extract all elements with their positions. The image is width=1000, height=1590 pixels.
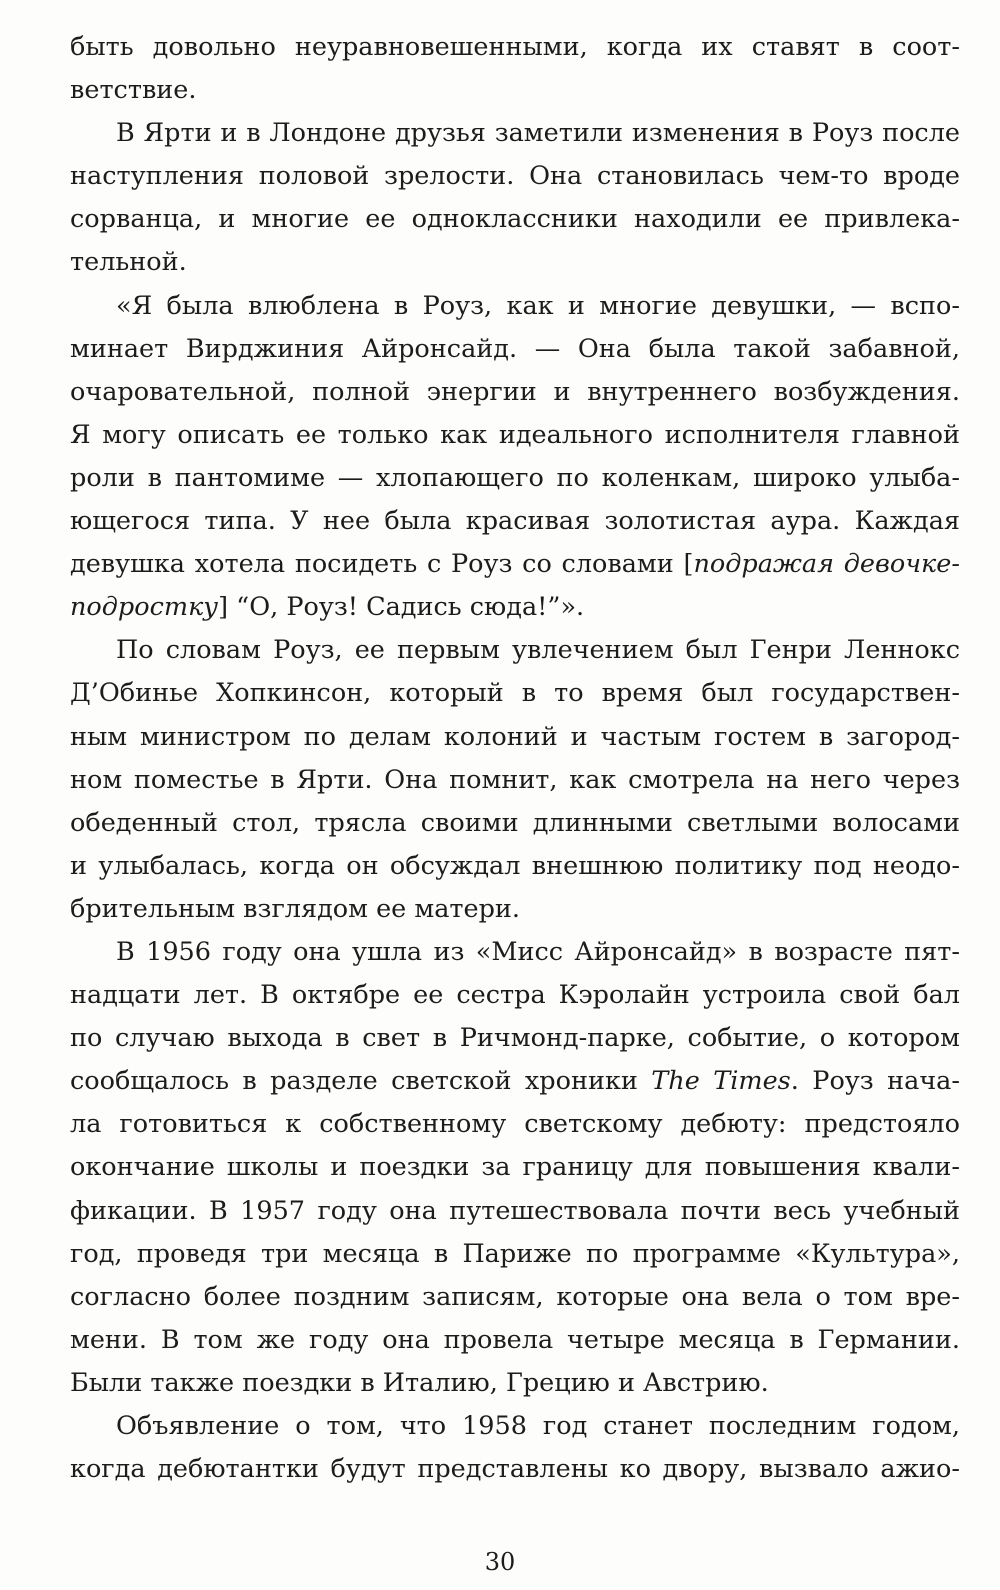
text-line: Были также поездки в Италию, Грецию и Австрию. — [70, 1367, 769, 1398]
text-line: ветствие. — [70, 75, 197, 106]
text-line: и улыбалась, когда он обсуждал внешнюю политику под неодо- — [70, 850, 960, 881]
text-line: тельной. — [70, 247, 187, 278]
text-line: девушка хотела посидеть с Роуз со словами [подражая девочке- — [70, 549, 960, 580]
text-line: В 1956 году она ушла из «Мисс Айронсайд» в возрасте пят- — [116, 936, 960, 967]
text-line: обеденный стол, трясла своими длинными светлыми волосами — [70, 807, 960, 838]
body-text — [70, 26, 960, 1491]
italic-text: подростку — [70, 592, 219, 623]
text-line: по случаю выхода в свет в Ричмонд-парке, событие, о котором — [70, 1023, 960, 1054]
text-line: ла готовиться к собственному светскому дебюту: предстояло — [70, 1109, 960, 1140]
text-line: роли в пантомиме — хлопающего по коленкам, широко улыба- — [70, 462, 960, 493]
text-line: мени. В том же году она провела четыре месяца в Германии. — [70, 1324, 960, 1355]
text-line: Объявление о том, что 1958 год станет последним годом, — [116, 1411, 960, 1441]
text-line: Я могу описать ее только как идеального исполнителя главной — [70, 419, 960, 450]
text-line: фикации. В 1957 году она путешествовала почти весь учебный — [70, 1195, 960, 1226]
text-line: год, проведя три месяца в Париже по программе «Культура», — [70, 1238, 960, 1269]
text-line: окончание школы и поездки за границу для повышения квали- — [70, 1152, 960, 1183]
text-line: минает Вирджиния Айронсайд. — Она была такой забавной, — [70, 333, 960, 364]
text-line: По словам Роуз, ее первым увлечением был Генри Леннокс — [116, 635, 960, 666]
italic-text: The Times — [651, 1066, 791, 1097]
text-line: ном поместье в Ярти. Она помнит, как смотрела на него через — [70, 764, 960, 795]
text-line: сорванца, и многие ее одноклассники находили ее привлека- — [70, 204, 960, 235]
text-line: В Ярти и в Лондоне друзья заметили изменения в Роуз после — [116, 118, 960, 149]
text-line: подростку] “О, Роуз! Садись сюда!”». — [70, 592, 585, 623]
text-line: ным министром по делам колоний и частым гостем в загород- — [70, 721, 960, 752]
text-line: «Я была влюблена в Роуз, как и многие девушки, — вспо- — [116, 290, 960, 321]
text-line: сообщалось в разделе светской хроники The Times. Роуз нача- — [70, 1066, 960, 1097]
text-line: Д’Обинье Хопкинсон, который в то время был государствен- — [70, 678, 960, 709]
italic-text: подражая девочке- — [693, 549, 960, 580]
page-number: 30 — [484, 1548, 516, 1576]
text-line: согласно более поздним записям, которые она вела о том вре- — [70, 1281, 960, 1312]
text-line: брительным взглядом ее матери. — [70, 893, 521, 924]
text-line: когда дебютантки будут представлены ко двору, вызвало ажио- — [70, 1454, 960, 1485]
text-line: быть довольно неуравновешенными, когда их ставят в соот- — [70, 32, 960, 62]
text-line: надцати лет. В октябре ее сестра Кэролайн устроила свой бал — [70, 980, 960, 1011]
text-line: очаровательной, полной энергии и внутреннего возбуждения. — [70, 376, 960, 407]
text-line: наступления половой зрелости. Она становилась чем-то вроде — [70, 161, 960, 192]
text-line: ющегося типа. У нее была красивая золотистая аура. Каждая — [70, 506, 960, 537]
